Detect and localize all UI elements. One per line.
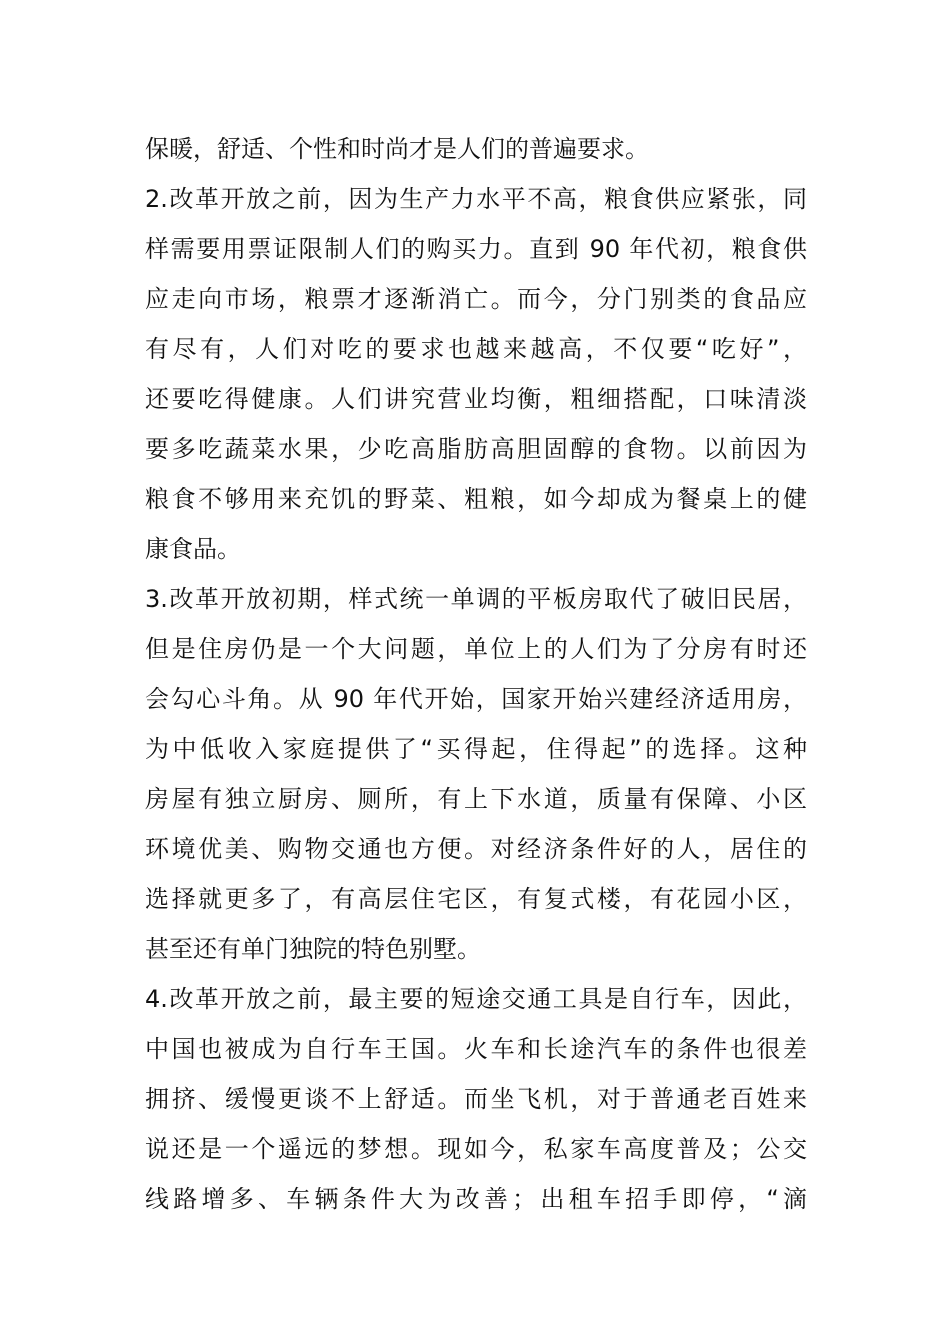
text-line: 要多吃蔬菜水果，少吃高脂肪高胆固醇的食物。以前因为	[145, 435, 807, 463]
text-line: 2.改革开放之前，因为生产力水平不高，粮食供应紧张，同	[145, 185, 807, 213]
text-line: 样需要用票证限制人们的购买力。直到 90 年代初，粮食供	[145, 235, 807, 263]
text-line: 康食品。	[145, 535, 241, 563]
text-line: 中国也被成为自行车王国。火车和长途汽车的条件也很差	[145, 1035, 807, 1063]
text-line: 环境优美、购物交通也方便。对经济条件好的人，居住的	[145, 835, 807, 863]
text-line: 粮食不够用来充饥的野菜、粗粮，如今却成为餐桌上的健	[145, 485, 807, 513]
text-line: 有尽有，人们对吃的要求也越来越高，不仅要“吃好”，	[145, 335, 807, 363]
text-line: 甚至还有单门独院的特色别墅。	[145, 935, 481, 963]
text-line: 选择就更多了，有高层住宅区，有复式楼，有花园小区，	[145, 885, 807, 913]
text-line: 应走向市场，粮票才逐渐消亡。而今，分门别类的食品应	[145, 285, 807, 313]
text-line: 还要吃得健康。人们讲究营业均衡，粗细搭配，口味清淡	[145, 385, 807, 413]
text-line: 会勾心斗角。从 90 年代开始，国家开始兴建经济适用房，	[145, 685, 807, 713]
body-text	[145, 124, 807, 1224]
text-line: 3.改革开放初期，样式统一单调的平板房取代了破旧民居，	[145, 585, 807, 613]
text-line: 4.改革开放之前，最主要的短途交通工具是自行车，因此，	[145, 985, 807, 1013]
text-line: 为中低收入家庭提供了“买得起，住得起”的选择。这种	[145, 735, 807, 763]
text-line: 保暖，舒适、个性和时尚才是人们的普遍要求。	[145, 135, 649, 163]
text-line: 房屋有独立厨房、厕所，有上下水道，质量有保障、小区	[145, 785, 807, 813]
text-line: 说还是一个遥远的梦想。现如今，私家车高度普及；公交	[145, 1135, 807, 1163]
text-line: 但是住房仍是一个大问题，单位上的人们为了分房有时还	[145, 635, 807, 663]
text-line: 拥挤、缓慢更谈不上舒适。而坐飞机，对于普通老百姓来	[145, 1085, 807, 1113]
text-line: 线路增多、车辆条件大为改善；出租车招手即停，“滴	[145, 1185, 807, 1213]
